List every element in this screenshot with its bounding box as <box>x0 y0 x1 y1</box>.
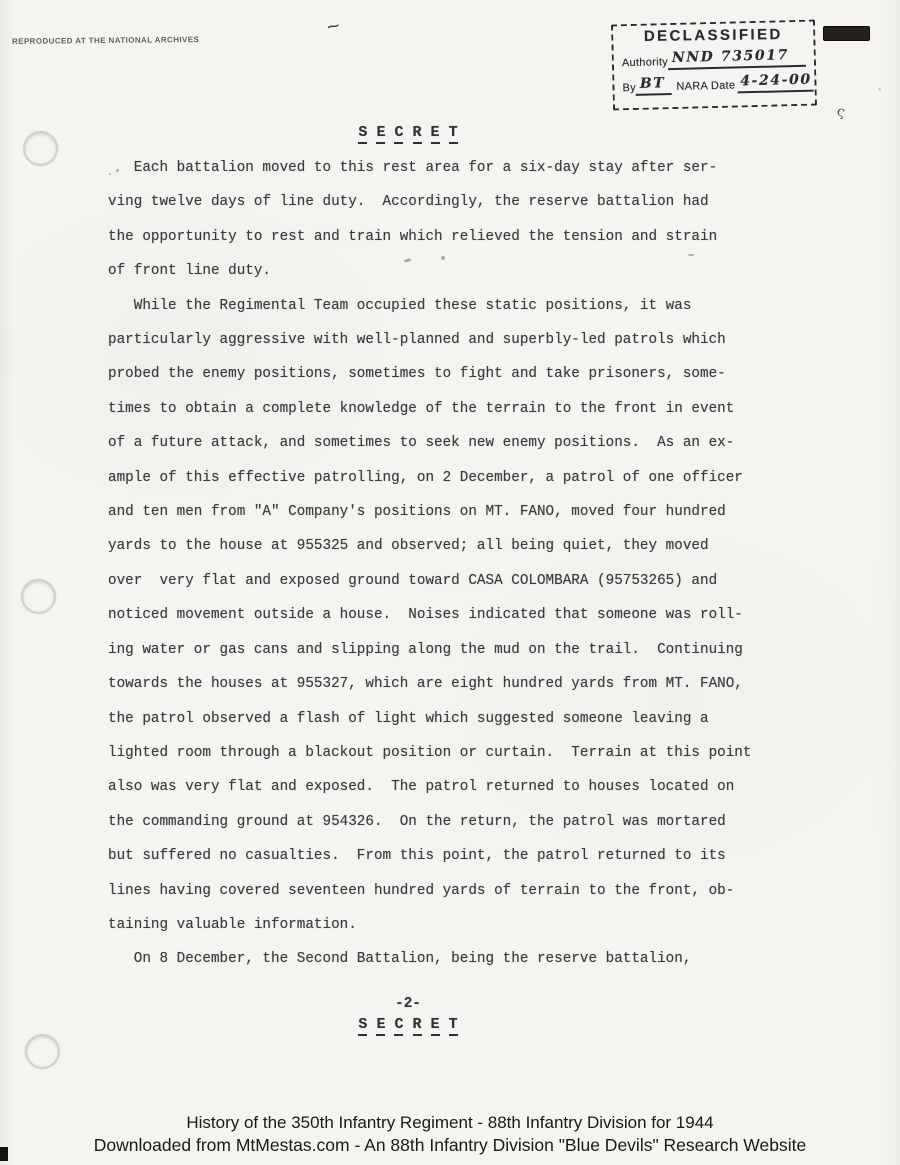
typewritten-line: While the Regimental Team occupied these static positions, it was <box>108 297 692 314</box>
typewritten-line: Each battalion moved to this rest area for a six-day stay after ser- <box>108 160 718 176</box>
redaction-mark <box>823 26 870 41</box>
document-body <box>108 151 798 977</box>
typewritten-line: lines having covered seventeen hundred yards of terrain to the front, ob- <box>108 882 735 899</box>
stamp-authority-line <box>668 46 806 70</box>
typewritten-line: ving twelve days of line duty. Accordingly, the reserve battalion had <box>108 194 709 211</box>
typewritten-line: towards the houses at 955327, which are eight hundred yards from MT. FANO, <box>108 676 743 693</box>
typewritten-line: over very flat and exposed ground toward CASA COLOMBARA (95753265) and <box>108 572 718 589</box>
typewritten-line: also was very flat and exposed. The patrol returned to houses located on <box>108 779 735 796</box>
stamp-title: DECLASSIFIED <box>643 26 783 45</box>
typewritten-line: particularly aggressive with well-planned and superbly-led patrols which <box>108 332 726 349</box>
website-footer <box>0 1112 900 1156</box>
punch-hole <box>23 131 58 166</box>
typewritten-line: the patrol observed a flash of light which suggested someone leaving a <box>108 710 709 727</box>
punch-hole <box>25 1034 60 1069</box>
classification-header: S E C R E T <box>108 124 708 141</box>
typewritten-line: the opportunity to rest and train which relieved the tension and strain <box>108 228 718 245</box>
footer-document-title: History of the 350th Infantry Regiment - 88th Infantry Division for 1944 <box>186 1113 714 1132</box>
classification-footer: S E C R E T <box>108 1016 708 1033</box>
stamp-date-value: 4-24-00 <box>740 71 812 90</box>
scan-artifact-squiggle: ~ <box>325 16 341 36</box>
typewritten-line: the commanding ground at 954326. On the return, the patrol was mortared <box>108 813 726 830</box>
stamp-date-line <box>737 71 814 94</box>
scan-artifact <box>688 254 694 256</box>
typewritten-line: ing water or gas cans and slipping along the mud on the trail. Continuing <box>108 641 743 658</box>
scan-artifact <box>441 256 445 260</box>
stamp-authority-value: NND 735017 <box>671 47 790 67</box>
typewritten-line: ample of this effective patrolling, on 2 December, a patrol of one officer <box>108 469 743 486</box>
stamp-authority-label: Authority <box>621 56 669 70</box>
typewritten-line: probed the enemy positions, sometimes to fight and take prisoners, some- <box>108 366 726 383</box>
typewritten-line: and ten men from "A" Company's positions on MT. FANO, moved four hundred <box>108 504 726 521</box>
archives-reproduction-note: REPRODUCED AT THE NATIONAL ARCHIVES <box>11 35 200 46</box>
declassified-stamp <box>611 20 817 111</box>
typewritten-line: lighted room through a blackout position or curtain. Terrain at this point <box>108 744 752 761</box>
scan-artifact <box>878 88 881 91</box>
page-number: -2- <box>395 996 421 1012</box>
footer-source-credit: Downloaded from MtMestas.com - An 88th Infantry Division "Blue Devils" Research Website <box>93 1135 807 1155</box>
stamp-by-label: By <box>622 81 637 95</box>
scan-artifact-curl: ς <box>835 103 847 121</box>
typewritten-line: taining valuable information. <box>108 916 357 933</box>
typewritten-line: but suffered no casualties. From this point, the patrol returned to its <box>108 848 726 865</box>
stamp-nara-date-label: NARA Date <box>676 79 736 93</box>
stamp-by-line <box>636 74 672 96</box>
scan-artifact <box>109 173 111 175</box>
scan-artifact <box>116 169 119 172</box>
typewritten-line: of front line duty. <box>108 263 272 280</box>
typewritten-line: of a future attack, and sometimes to seek new enemy positions. As an ex- <box>108 435 735 452</box>
stamp-authority-row <box>622 46 806 71</box>
stamp-by-value: BT <box>639 75 666 92</box>
typewritten-line: noticed movement outside a house. Noises indicated that someone was roll- <box>108 607 743 624</box>
typewritten-line: On 8 December, the Second Battalion, being the reserve battalion, <box>108 951 692 968</box>
typewritten-line: yards to the house at 955325 and observed; all being quiet, they moved <box>108 538 709 555</box>
typewritten-line: times to obtain a complete knowledge of the terrain to the front in event <box>108 400 735 417</box>
scan-edge-mark <box>0 1147 8 1161</box>
punch-hole <box>21 579 56 614</box>
stamp-by-row <box>622 71 812 96</box>
